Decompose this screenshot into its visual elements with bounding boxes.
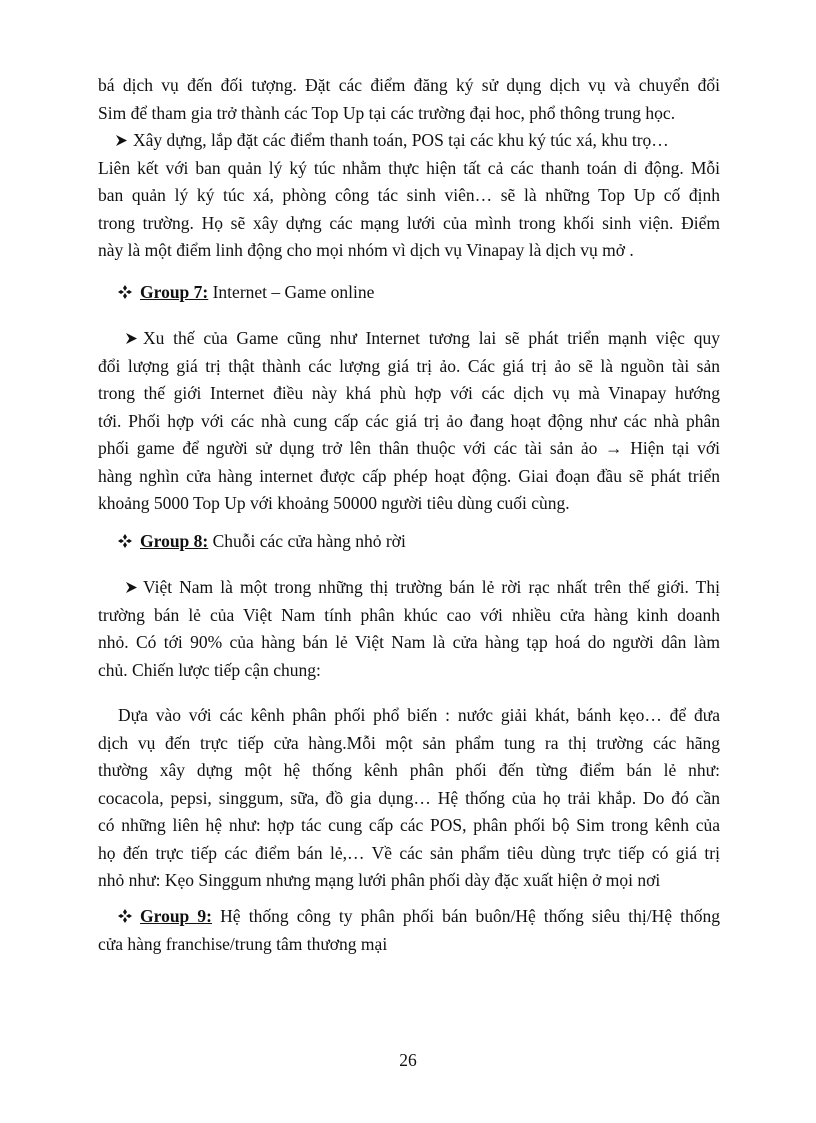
text-line: trong thế giới Internet điều này khá phù hợp với các dịch vụ mà Vinapay hướng xyxy=(98,383,720,403)
group-9-heading xyxy=(98,903,720,958)
text-line: Liên kết với ban quản lý ký túc nhằm thực hiện tất cả các thanh toán di động. Mỗi xyxy=(98,157,720,178)
arrowhead-icon xyxy=(126,582,137,593)
group-8-heading xyxy=(98,528,720,556)
strategy-paragraph xyxy=(98,702,720,895)
arrowhead-icon xyxy=(116,135,127,146)
group-title: Chuỗi các cửa hàng nhỏ rời xyxy=(208,531,406,551)
four-diamond-icon xyxy=(118,534,132,548)
text-line: có những liên hệ như: hợp tác cung cấp các POS, phân phối bộ Sim trong kênh của xyxy=(98,815,720,835)
text-line: đổi lượng giá trị thật thành các lượng giá trị ảo. Các giá trị ảo sẽ là nguồn tài sản xyxy=(98,355,720,376)
text-line: chủ. Chiến lược tiếp cận chung: xyxy=(98,659,321,680)
text-line: cửa hàng franchise/trung tâm thương mại xyxy=(98,933,388,954)
text-line: này là một điểm linh động cho mọi nhóm vì dịch vụ Vinapay là dịch vụ mở . xyxy=(98,240,634,260)
group-7-body xyxy=(98,325,720,518)
group-label: Group 7: xyxy=(140,282,209,302)
text-line: ban quản lý ký túc xá, phòng công tác sinh viên… sẽ là những Top Up cố định xyxy=(98,185,720,205)
text-line: họ đến trực tiếp các điểm bán lẻ,… Về các sản phẩm tiêu dùng trực tiếp có giá trị xyxy=(98,842,720,863)
text-line: trong trường. Họ sẽ xây dựng các mạng lưới của mình trong khối sinh viện. Điểm xyxy=(98,212,720,233)
text-line: tới. Phối hợp với các nhà cung cấp các giá trị ảo đang hoạt động như các nhà phân xyxy=(98,410,720,431)
text-line: nhỏ. Có tới 90% của hàng bán lẻ Việt Nam là cửa hàng tạp hoá do người dân làm xyxy=(98,632,720,652)
text-line: khoảng 5000 Top Up với khoảng 50000 người tiêu dùng cuối cùng. xyxy=(98,493,570,513)
group-label: Group 9: xyxy=(140,906,213,926)
text-line: Xu thế của Game cũng như Internet tương lai sẽ phát triển mạnh việc quy xyxy=(143,328,720,348)
group-title: Hệ thống công ty phân phối bán buôn/Hệ thống siêu thị/Hệ thống xyxy=(212,906,721,926)
text-line: Sim để tham gia trở thành các Top Up tại các trường đại hoc, phổ thông trung học. xyxy=(98,102,676,123)
text-line: Xây dựng, lắp đặt các điểm thanh toán, POS tại các khu ký túc xá, khu trọ… xyxy=(133,130,669,150)
text-line: trường bán lẻ của Việt Nam tính phân khúc cao với nhiều cửa hàng kinh doanh xyxy=(98,604,720,625)
text-line: thường xây dựng một hệ thống kênh phân phối đến từng điểm bán lẻ như: xyxy=(98,760,720,780)
four-diamond-icon xyxy=(118,909,132,923)
text-line: hàng nghìn cửa hàng internet được cấp phép hoạt động. Giai đoạn đầu sẽ phát triển xyxy=(98,465,720,486)
paragraph-continuation xyxy=(98,72,720,127)
four-diamond-icon xyxy=(118,285,132,299)
group-title: Internet – Game online xyxy=(208,282,375,302)
bullet-paragraph-pos xyxy=(98,127,720,265)
arrowhead-icon xyxy=(126,333,137,344)
group-8-body xyxy=(98,574,720,684)
text-line: Việt Nam là một trong những thị trường bán lẻ rời rạc nhất trên thế giới. Thị xyxy=(143,577,720,597)
text-line: phối game để người sử dụng trở lên thân thuộc với các tài sản ảo → Hiện tại với xyxy=(98,438,720,458)
text-line: bá dịch vụ đến đối tượng. Đặt các điểm đăng ký sử dụng dịch vụ và chuyển đổi xyxy=(98,75,720,95)
group-7-heading xyxy=(98,279,720,307)
text-line: cocacola, pepsi, singgum, sữa, đồ gia dụng… Hệ thống của họ trải khắp. Do đó cần xyxy=(98,787,720,808)
text-line: dịch vụ đến trực tiếp cửa hàng.Mỗi một sản phẩm tung ra thị trường các hãng xyxy=(98,732,720,753)
group-label: Group 8: xyxy=(140,531,209,551)
text-line: nhỏ như: Kẹo Singgum nhưng mạng lưới phân phối dày đặc xuất hiện ở mọi nơi xyxy=(98,870,661,890)
page-number: 26 xyxy=(399,1050,417,1070)
text-line: Dựa vào với các kênh phân phối phổ biến : nước giải khát, bánh kẹo… để đưa xyxy=(118,705,720,725)
